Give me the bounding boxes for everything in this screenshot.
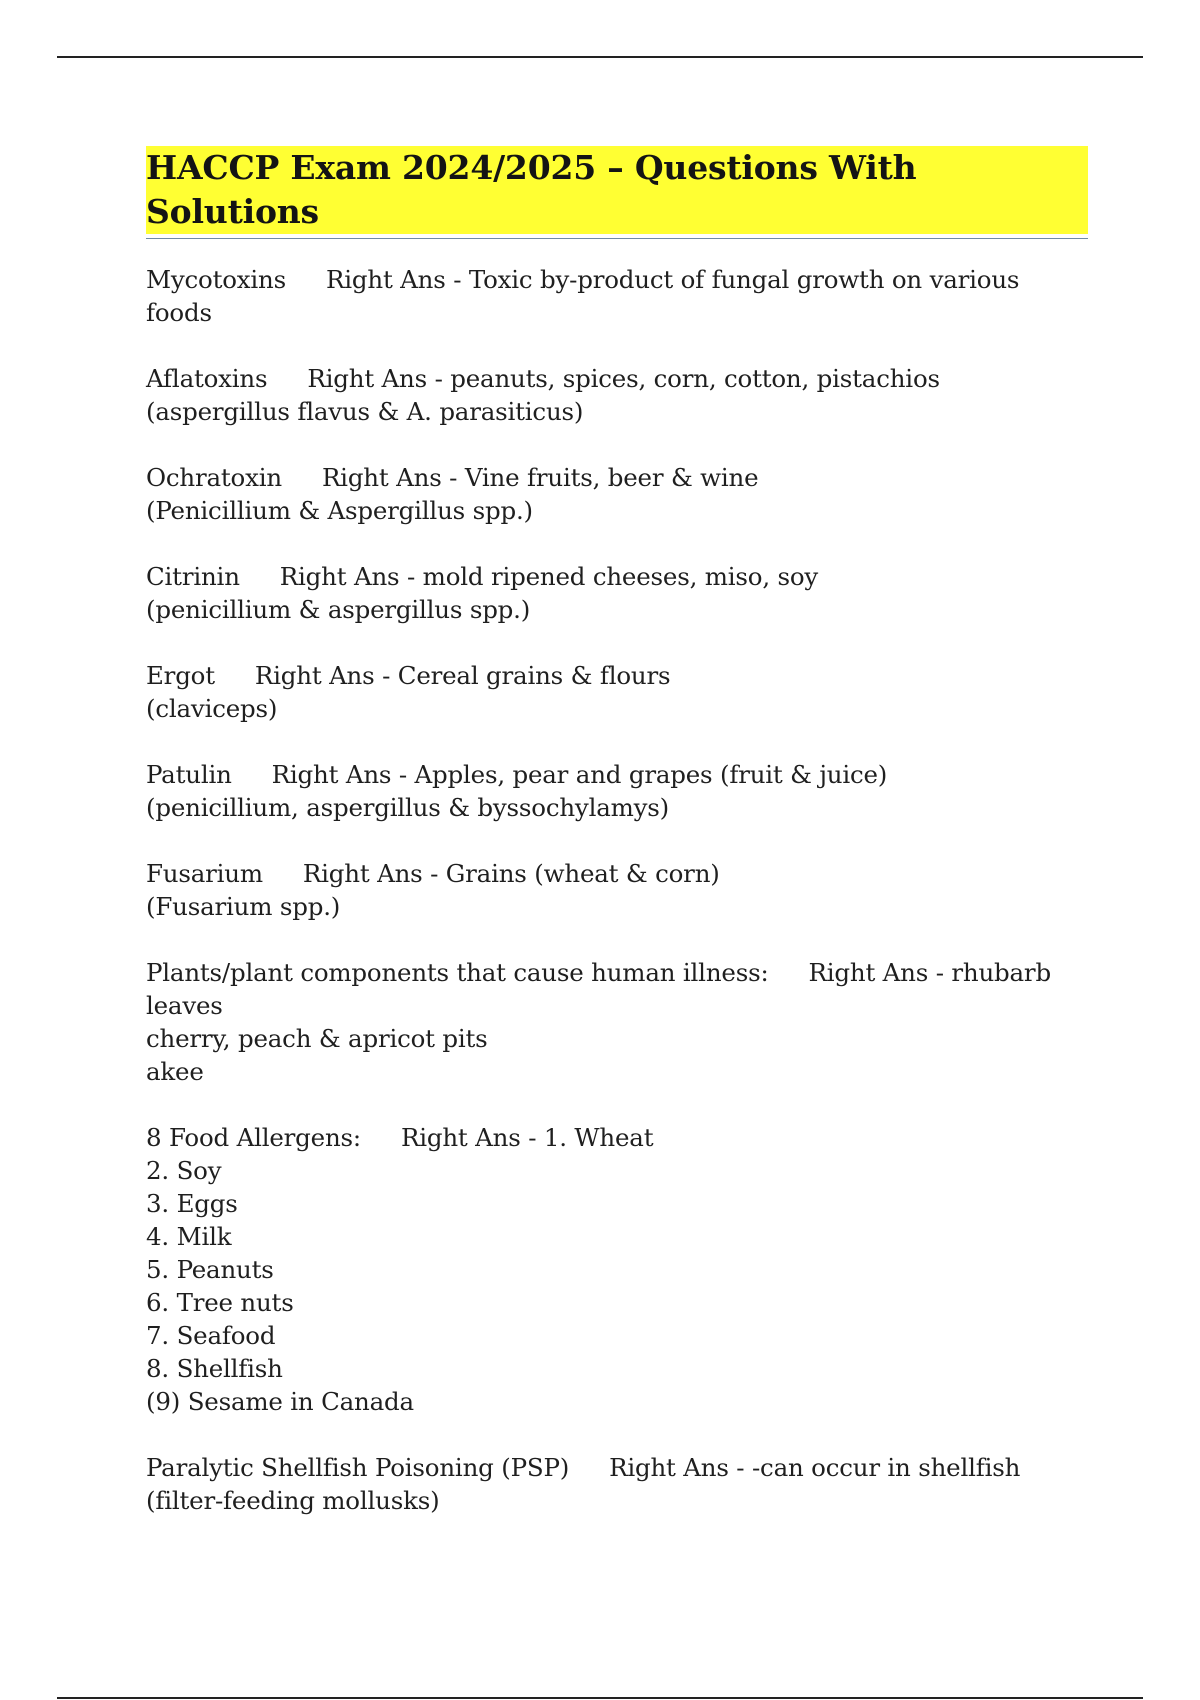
qa-first-line — [146, 758, 1086, 791]
answer-line: (penicillium, aspergillus & byssochylamys) — [146, 793, 670, 822]
answer-line: 2. Soy — [146, 1156, 222, 1185]
answer-line: 8. Shellfish — [146, 1354, 283, 1383]
answer-line: (penicillium & aspergillus spp.) — [146, 595, 531, 624]
qa-first-line — [146, 659, 1086, 692]
question-term: Paralytic Shellfish Poisoning (PSP) — [146, 1453, 570, 1482]
answer-text: Right Ans - mold ripened cheeses, miso, soy — [279, 562, 819, 591]
answer-line: (claviceps) — [146, 694, 278, 723]
question-term: Aflatoxins — [146, 364, 268, 393]
qa-first-line — [146, 857, 1086, 890]
qa-first-line — [146, 461, 1086, 494]
question-term: Plants/plant components that cause human illness: — [146, 958, 769, 987]
answer-line: (9) Sesame in Canada — [146, 1387, 414, 1416]
footer-rule — [57, 1697, 1143, 1699]
answer-line: (Penicillium & Aspergillus spp.) — [146, 496, 533, 525]
answer-text: Right Ans - Grains (wheat & corn) — [302, 859, 720, 888]
qa-item — [146, 758, 1086, 824]
answer-line: 5. Peanuts — [146, 1255, 274, 1284]
question-term: Ochratoxin — [146, 463, 282, 492]
answer-text: Right Ans - -can occur in shellfish — [609, 1453, 1021, 1482]
document-body — [146, 146, 1086, 1550]
answer-line: 7. Seafood — [146, 1321, 276, 1350]
answer-text: Right Ans - peanuts, spices, corn, cotton, pistachios (aspergillus flavus & A. parasiticus) — [146, 364, 940, 426]
qa-item — [146, 461, 1086, 527]
answer-line: 4. Milk — [146, 1222, 232, 1251]
qa-item — [146, 1451, 1086, 1517]
answer-line: akee — [146, 1057, 204, 1086]
answer-line: (filter-feeding mollusks) — [146, 1486, 440, 1515]
qa-list — [146, 263, 1086, 1517]
qa-first-line — [146, 1121, 1086, 1154]
qa-item — [146, 362, 1086, 428]
question-term: Patulin — [146, 760, 232, 789]
qa-item — [146, 263, 1086, 329]
title-underline — [146, 146, 1088, 239]
qa-first-line — [146, 263, 1086, 329]
qa-item — [146, 1121, 1086, 1418]
question-term: Mycotoxins — [146, 265, 286, 294]
question-term: 8 Food Allergens: — [146, 1123, 361, 1152]
answer-text: Right Ans - Apples, pear and grapes (fruit & juice) — [271, 760, 888, 789]
qa-first-line — [146, 560, 1086, 593]
answer-line: 3. Eggs — [146, 1189, 238, 1218]
answer-text: Right Ans - Vine fruits, beer & wine — [321, 463, 759, 492]
answer-text: Right Ans - Cereal grains & flours — [254, 661, 671, 690]
qa-first-line — [146, 362, 1086, 428]
answer-text: Right Ans - 1. Wheat — [400, 1123, 654, 1152]
qa-first-line — [146, 956, 1086, 1022]
qa-item — [146, 659, 1086, 725]
answer-line: (Fusarium spp.) — [146, 892, 341, 921]
answer-line: cherry, peach & apricot pits — [146, 1024, 488, 1053]
header-rule — [57, 56, 1143, 58]
answer-line: 6. Tree nuts — [146, 1288, 294, 1317]
qa-item — [146, 956, 1086, 1088]
qa-item — [146, 857, 1086, 923]
answer-text: Right Ans - Toxic by-product of fungal growth on various foods — [146, 265, 1020, 327]
question-term: Ergot — [146, 661, 215, 690]
qa-first-line — [146, 1451, 1086, 1484]
qa-item — [146, 560, 1086, 626]
answer-text: Right Ans - rhubarb leaves — [146, 958, 1051, 1020]
document-title: HACCP Exam 2024/2025 – Questions With Solutions — [146, 146, 1088, 234]
question-term: Fusarium — [146, 859, 263, 888]
question-term: Citrinin — [146, 562, 240, 591]
